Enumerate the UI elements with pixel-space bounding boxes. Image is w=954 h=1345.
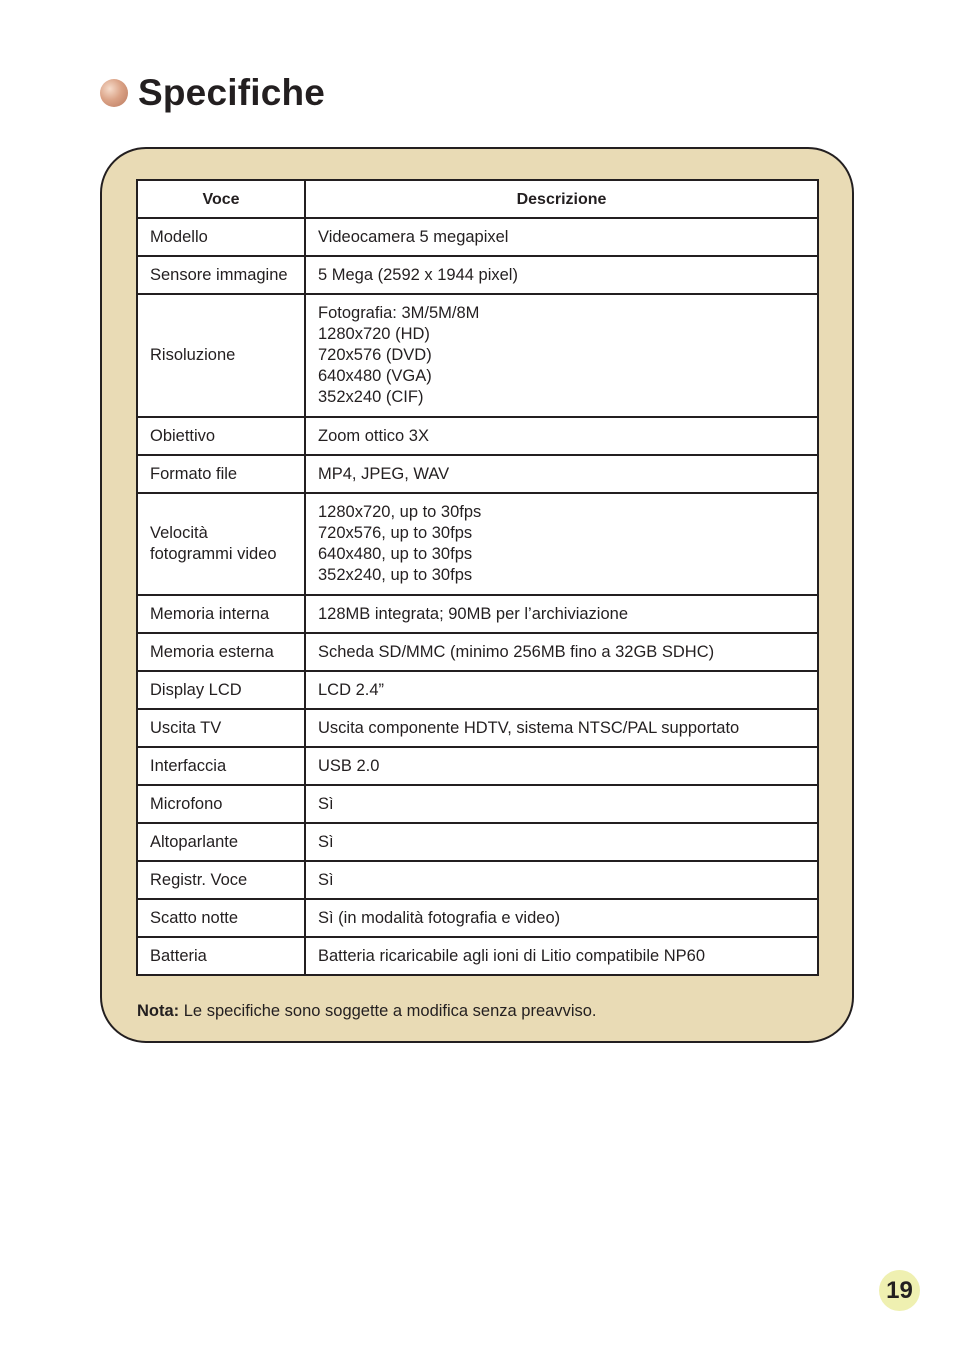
- cell-voce: [137, 861, 305, 899]
- spec-table: [136, 179, 819, 976]
- voce-text: Microfono: [150, 794, 223, 813]
- cell-voce: [137, 595, 305, 633]
- page-header: [100, 70, 325, 116]
- cell-voce: [137, 256, 305, 294]
- cell-descrizione: [305, 256, 818, 294]
- cell-descrizione: [305, 218, 818, 256]
- table-row: [137, 294, 818, 417]
- cell-descrizione: [305, 937, 818, 975]
- descrizione-text: 720x576 (DVD): [318, 346, 432, 364]
- cell-descrizione: [305, 417, 818, 455]
- cell-voce: [137, 493, 305, 595]
- cell-voce: [137, 671, 305, 709]
- cell-voce: [137, 633, 305, 671]
- voce-text: Velocità: [150, 524, 208, 542]
- voce-text: Memoria esterna: [150, 642, 274, 661]
- spec-table-body: [137, 218, 818, 975]
- descrizione-text: USB 2.0: [318, 756, 380, 775]
- voce-text: Display LCD: [150, 680, 242, 699]
- cell-descrizione: [305, 455, 818, 493]
- cell-descrizione: [305, 493, 818, 595]
- note-label: Nota:: [137, 1002, 180, 1020]
- cell-voce: [137, 417, 305, 455]
- descrizione-text: 640x480 (VGA): [318, 367, 432, 385]
- cell-descrizione: [305, 899, 818, 937]
- descrizione-text: Videocamera 5 megapixel: [318, 227, 509, 246]
- cell-descrizione: [305, 709, 818, 747]
- cell-voce: [137, 455, 305, 493]
- descrizione-text: 128MB integrata; 90MB per l’archiviazione: [318, 604, 628, 623]
- descrizione-text: Zoom ottico 3X: [318, 426, 429, 445]
- note: [137, 1002, 597, 1021]
- header-voce: Voce: [137, 180, 305, 218]
- cell-voce: [137, 747, 305, 785]
- cell-descrizione: [305, 595, 818, 633]
- table-row: [137, 747, 818, 785]
- table-row: [137, 455, 818, 493]
- voce-text: Uscita TV: [150, 718, 222, 737]
- descrizione-text: LCD 2.4”: [318, 680, 385, 699]
- cell-voce: [137, 785, 305, 823]
- cell-voce: [137, 937, 305, 975]
- descrizione-text: MP4, JPEG, WAV: [318, 464, 450, 483]
- table-row: [137, 218, 818, 256]
- table-header-row: [137, 180, 818, 218]
- descrizione-text: Sì: [318, 794, 334, 813]
- table-row: [137, 256, 818, 294]
- cell-descrizione: [305, 785, 818, 823]
- descrizione-text: 1280x720 (HD): [318, 325, 430, 343]
- voce-text: Registr. Voce: [150, 870, 248, 889]
- bullet-circle-icon: [100, 79, 128, 107]
- table-row: [137, 823, 818, 861]
- table-row: [137, 417, 818, 455]
- cell-voce: [137, 709, 305, 747]
- descrizione-text: Scheda SD/MMC (minimo 256MB fino a 32GB SDHC): [318, 642, 715, 661]
- cell-descrizione: [305, 633, 818, 671]
- descrizione-text: 1280x720, up to 30fps: [318, 503, 482, 521]
- cell-descrizione: [305, 747, 818, 785]
- voce-text: Scatto notte: [150, 908, 239, 927]
- cell-descrizione: [305, 671, 818, 709]
- table-row: [137, 709, 818, 747]
- table-row: [137, 861, 818, 899]
- descrizione-text: 5 Mega (2592 x 1944 pixel): [318, 265, 518, 284]
- descrizione-text: 640x480, up to 30fps: [318, 545, 473, 563]
- note-text: Le specifiche sono soggette a modifica senza preavviso.: [179, 1002, 597, 1020]
- cell-voce: [137, 899, 305, 937]
- voce-text: Modello: [150, 227, 208, 246]
- table-row: [137, 595, 818, 633]
- descrizione-text: Uscita componente HDTV, sistema NTSC/PAL supportato: [318, 718, 740, 737]
- descrizione-text: 720x576, up to 30fps: [318, 524, 473, 542]
- table-row: [137, 899, 818, 937]
- descrizione-text: Batteria ricaricabile agli ioni di Litio compatibile NP60: [318, 946, 706, 965]
- cell-descrizione: [305, 861, 818, 899]
- descrizione-text: Sì: [318, 870, 334, 889]
- voce-text: Interfaccia: [150, 756, 227, 775]
- cell-voce: [137, 294, 305, 417]
- descrizione-text: 352x240 (CIF): [318, 388, 424, 406]
- table-row: [137, 493, 818, 595]
- voce-text: Batteria: [150, 946, 207, 965]
- cell-descrizione: [305, 294, 818, 417]
- descrizione-text: 352x240, up to 30fps: [318, 566, 473, 584]
- voce-text: Obiettivo: [150, 426, 216, 445]
- page-title: Specifiche: [138, 72, 326, 113]
- descrizione-text: Fotografia: 3M/5M/8M: [318, 304, 480, 322]
- descrizione-text: Sì (in modalità fotografia e video): [318, 908, 561, 927]
- table-row: [137, 633, 818, 671]
- voce-text: Memoria interna: [150, 604, 270, 623]
- voce-text: Altoparlante: [150, 832, 239, 851]
- table-row: [137, 785, 818, 823]
- voce-text: fotogrammi video: [150, 545, 277, 563]
- cell-voce: [137, 823, 305, 861]
- page-number: 19: [879, 1270, 920, 1311]
- table-row: [137, 937, 818, 975]
- voce-text: Formato file: [150, 464, 238, 483]
- header-descrizione: Descrizione: [305, 180, 818, 218]
- descrizione-text: Sì: [318, 832, 334, 851]
- cell-descrizione: [305, 823, 818, 861]
- voce-text: Risoluzione: [150, 346, 236, 364]
- voce-text: Sensore immagine: [150, 265, 288, 284]
- table-row: [137, 671, 818, 709]
- cell-voce: [137, 218, 305, 256]
